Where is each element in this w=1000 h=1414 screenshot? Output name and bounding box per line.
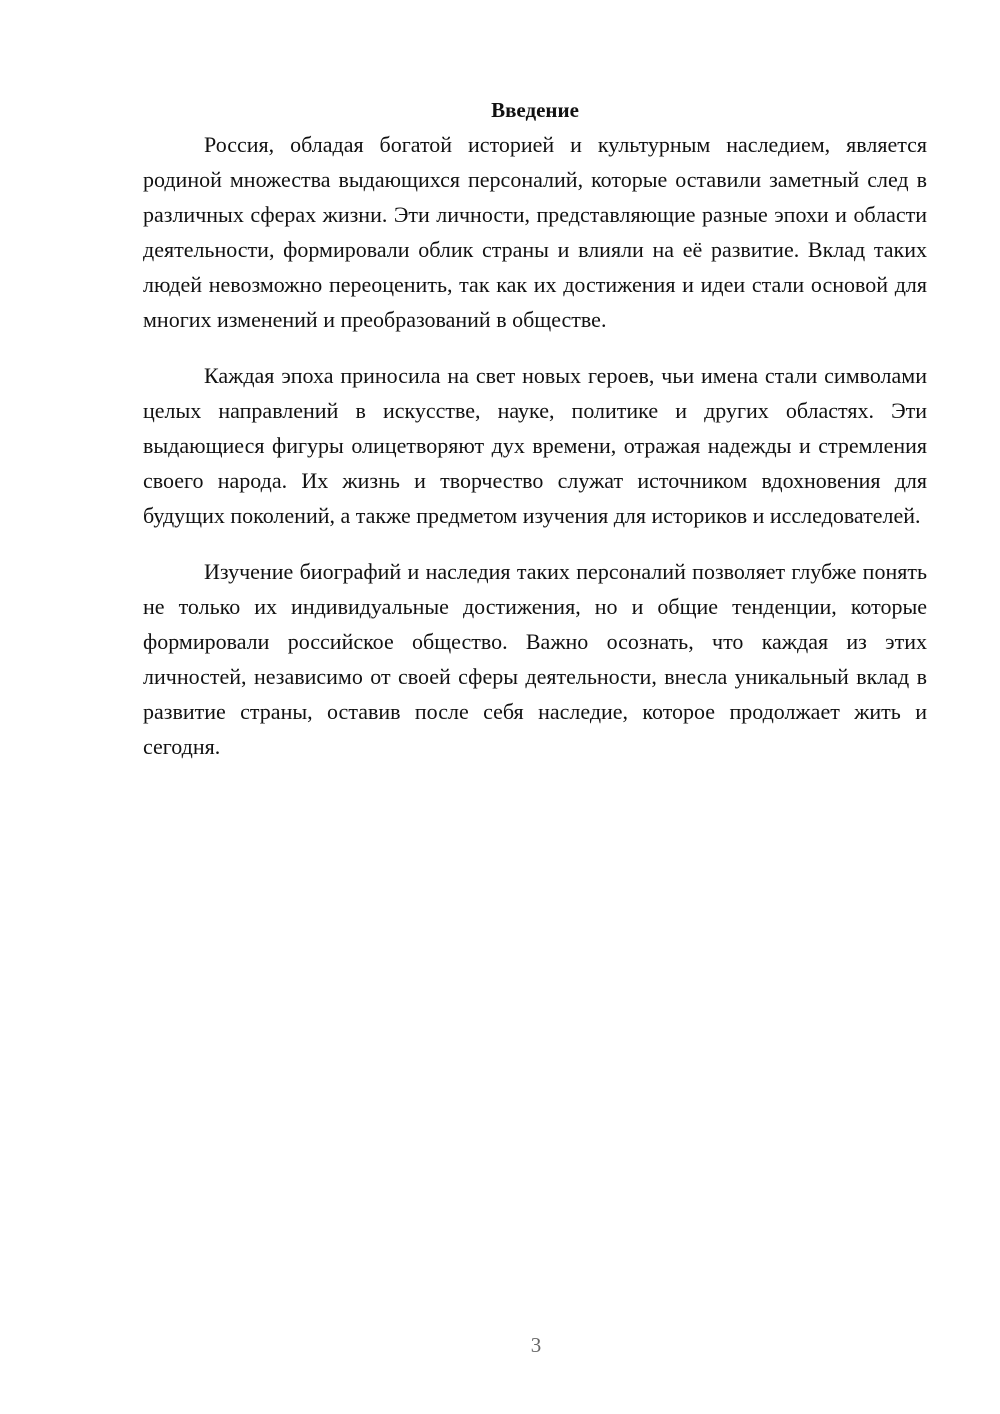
paragraph-2: Каждая эпоха приносила на свет новых героев, чьи имена стали символами целых направлений в искусстве, науке, политике и других областях. Эти выдающиеся фигуры олицетворяют дух времени, отражая надежды и стремления своего народа. Их жизнь и творчество служат источником вдохновения для будущих поколений, а также предметом изучения для историков и исследователей. [143, 363, 927, 528]
page-number: 3 [530, 1333, 542, 1357]
page-content [143, 95, 927, 785]
paragraph-1: Россия, обладая богатой историей и культурным наследием, является родиной множества выдающихся персоналий, которые оставили заметный след в различных сферах жизни. Эти личности, представляющие разные эпохи и области деятельности, формировали облик страны и влияли на её развитие. Вклад таких людей невозможно переоценить, так как их достижения и идеи стали основой для многих изменений и преобразований в обществе. [143, 132, 927, 332]
section-title: Введение [491, 98, 579, 122]
paragraph-3: Изучение биографий и наследия таких персоналий позволяет глубже понять не только их индивидуальные достижения, но и общие тенденции, которые формировали российское общество. Важно осознать, что каждая из этих личностей, независимо от своей сферы деятельности, внесла уникальный вклад в развитие страны, оставив после себя наследие, которое продолжает жить и сегодня. [143, 559, 927, 759]
